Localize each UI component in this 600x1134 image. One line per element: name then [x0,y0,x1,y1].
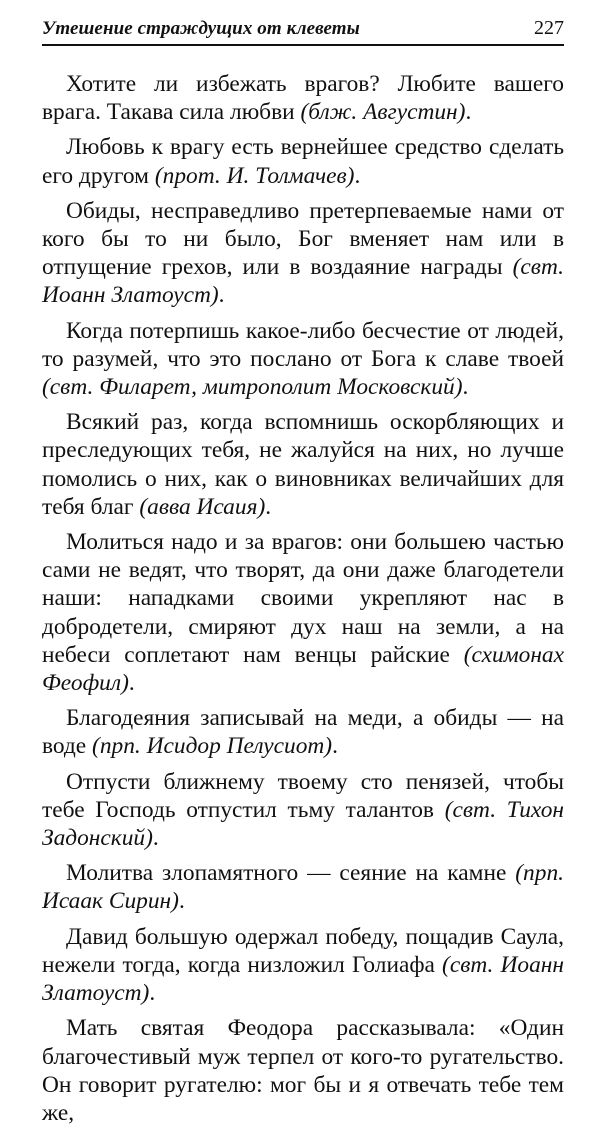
page-body [42,70,564,1127]
paragraph-text: Отпусти ближнему твоему сто пенязей, чтобы тебе Господь отпустил тьму талантов [42,768,564,823]
quote-source: (прп. Исидор Пелусиот) [92,733,333,760]
paragraph-text: Давид большую одержал победу, пощадив Саула, нежели тогда, когда низложил Голиафа [42,923,564,978]
quote-source: (схимонах Феофил) [42,641,564,697]
paragraph-8 [42,768,564,853]
paragraph-end: . [332,733,338,760]
running-title: Утешение страждущих от клеветы [42,18,360,39]
paragraph-end: . [218,282,225,309]
quote-source: (авва Исаия) [139,493,266,520]
paragraph-text: Молиться надо и за врагов: они большею частью сами не ведят, что творят, да они даже благодетели наши: нападками своими укрепляют нас в добродетели, смиряют дух наш на земли, а на небеси соплетают нам венцы райские [42,529,564,668]
paragraph-end: . [152,825,159,852]
paragraph-11 [42,1014,564,1127]
paragraph-end: . [265,493,272,520]
quote-source: (свт. Филарет, митрополит Московский) [42,374,463,401]
paragraph-6 [42,528,564,697]
paragraph-3 [42,197,564,310]
book-page [42,14,564,1134]
paragraph-2 [42,133,564,189]
page-number: 227 [534,17,564,39]
paragraph-text: Мать святая Феодора рассказывала: «Один благочестивый муж терпел от кого-то ругательство. Он говорит ругателю: мог бы и я отвечать тебе тем же, [42,1015,564,1126]
paragraph-text: Благодеяния записывай на меди, а обиды — на воде [42,705,564,760]
paragraph-text: Хотите ли избежать врагов? Любите вашего врага. Такава сила любви [42,71,564,126]
paragraph-1 [42,70,564,126]
paragraph-end: . [149,980,156,1007]
paragraph-text: Всякий раз, когда вспомнишь оскорбляющих и преследующих тебя, не жалуйся на них, но лучше помолись о них, как о виновниках величайших для тебя благ [42,409,564,520]
quote-source: (свт. Иоанн Златоуст) [42,951,564,1007]
paragraph-end: . [354,162,361,189]
page-header [42,14,564,46]
paragraph-10 [42,923,564,1008]
paragraph-7 [42,704,564,760]
paragraph-text: Любовь к врагу есть вернейшее средство сделать его другом [42,134,564,189]
paragraph-end: . [128,670,135,697]
quote-source: (свт. Иоанн Златоуст) [42,254,564,309]
paragraph-end: . [465,99,472,126]
paragraph-9 [42,859,564,915]
quote-source: (блж. Августин) [300,99,466,126]
paragraph-text: Когда потерпишь какое-либо бесчестие от людей, то разумей, что это послано от Бога к славе твоей [42,317,564,372]
paragraph-end: . [462,374,469,401]
paragraph-5 [42,408,564,521]
quote-source: (прот. И. Толмачев) [154,162,355,189]
paragraph-end: . [178,888,185,915]
quote-source: (свт. Тихон Задонский) [42,796,564,852]
quote-source: (прп. Исаак Сирин) [42,860,564,915]
paragraph-4 [42,317,564,402]
paragraph-text: Обиды, несправедливо претерпеваемые нами от кого бы то ни было, Бог вменяет нам или в отпущение грехов, или в воздаяние награды [42,197,564,281]
paragraph-text: Молитва злопамятного — сеяние на камне [66,860,516,887]
